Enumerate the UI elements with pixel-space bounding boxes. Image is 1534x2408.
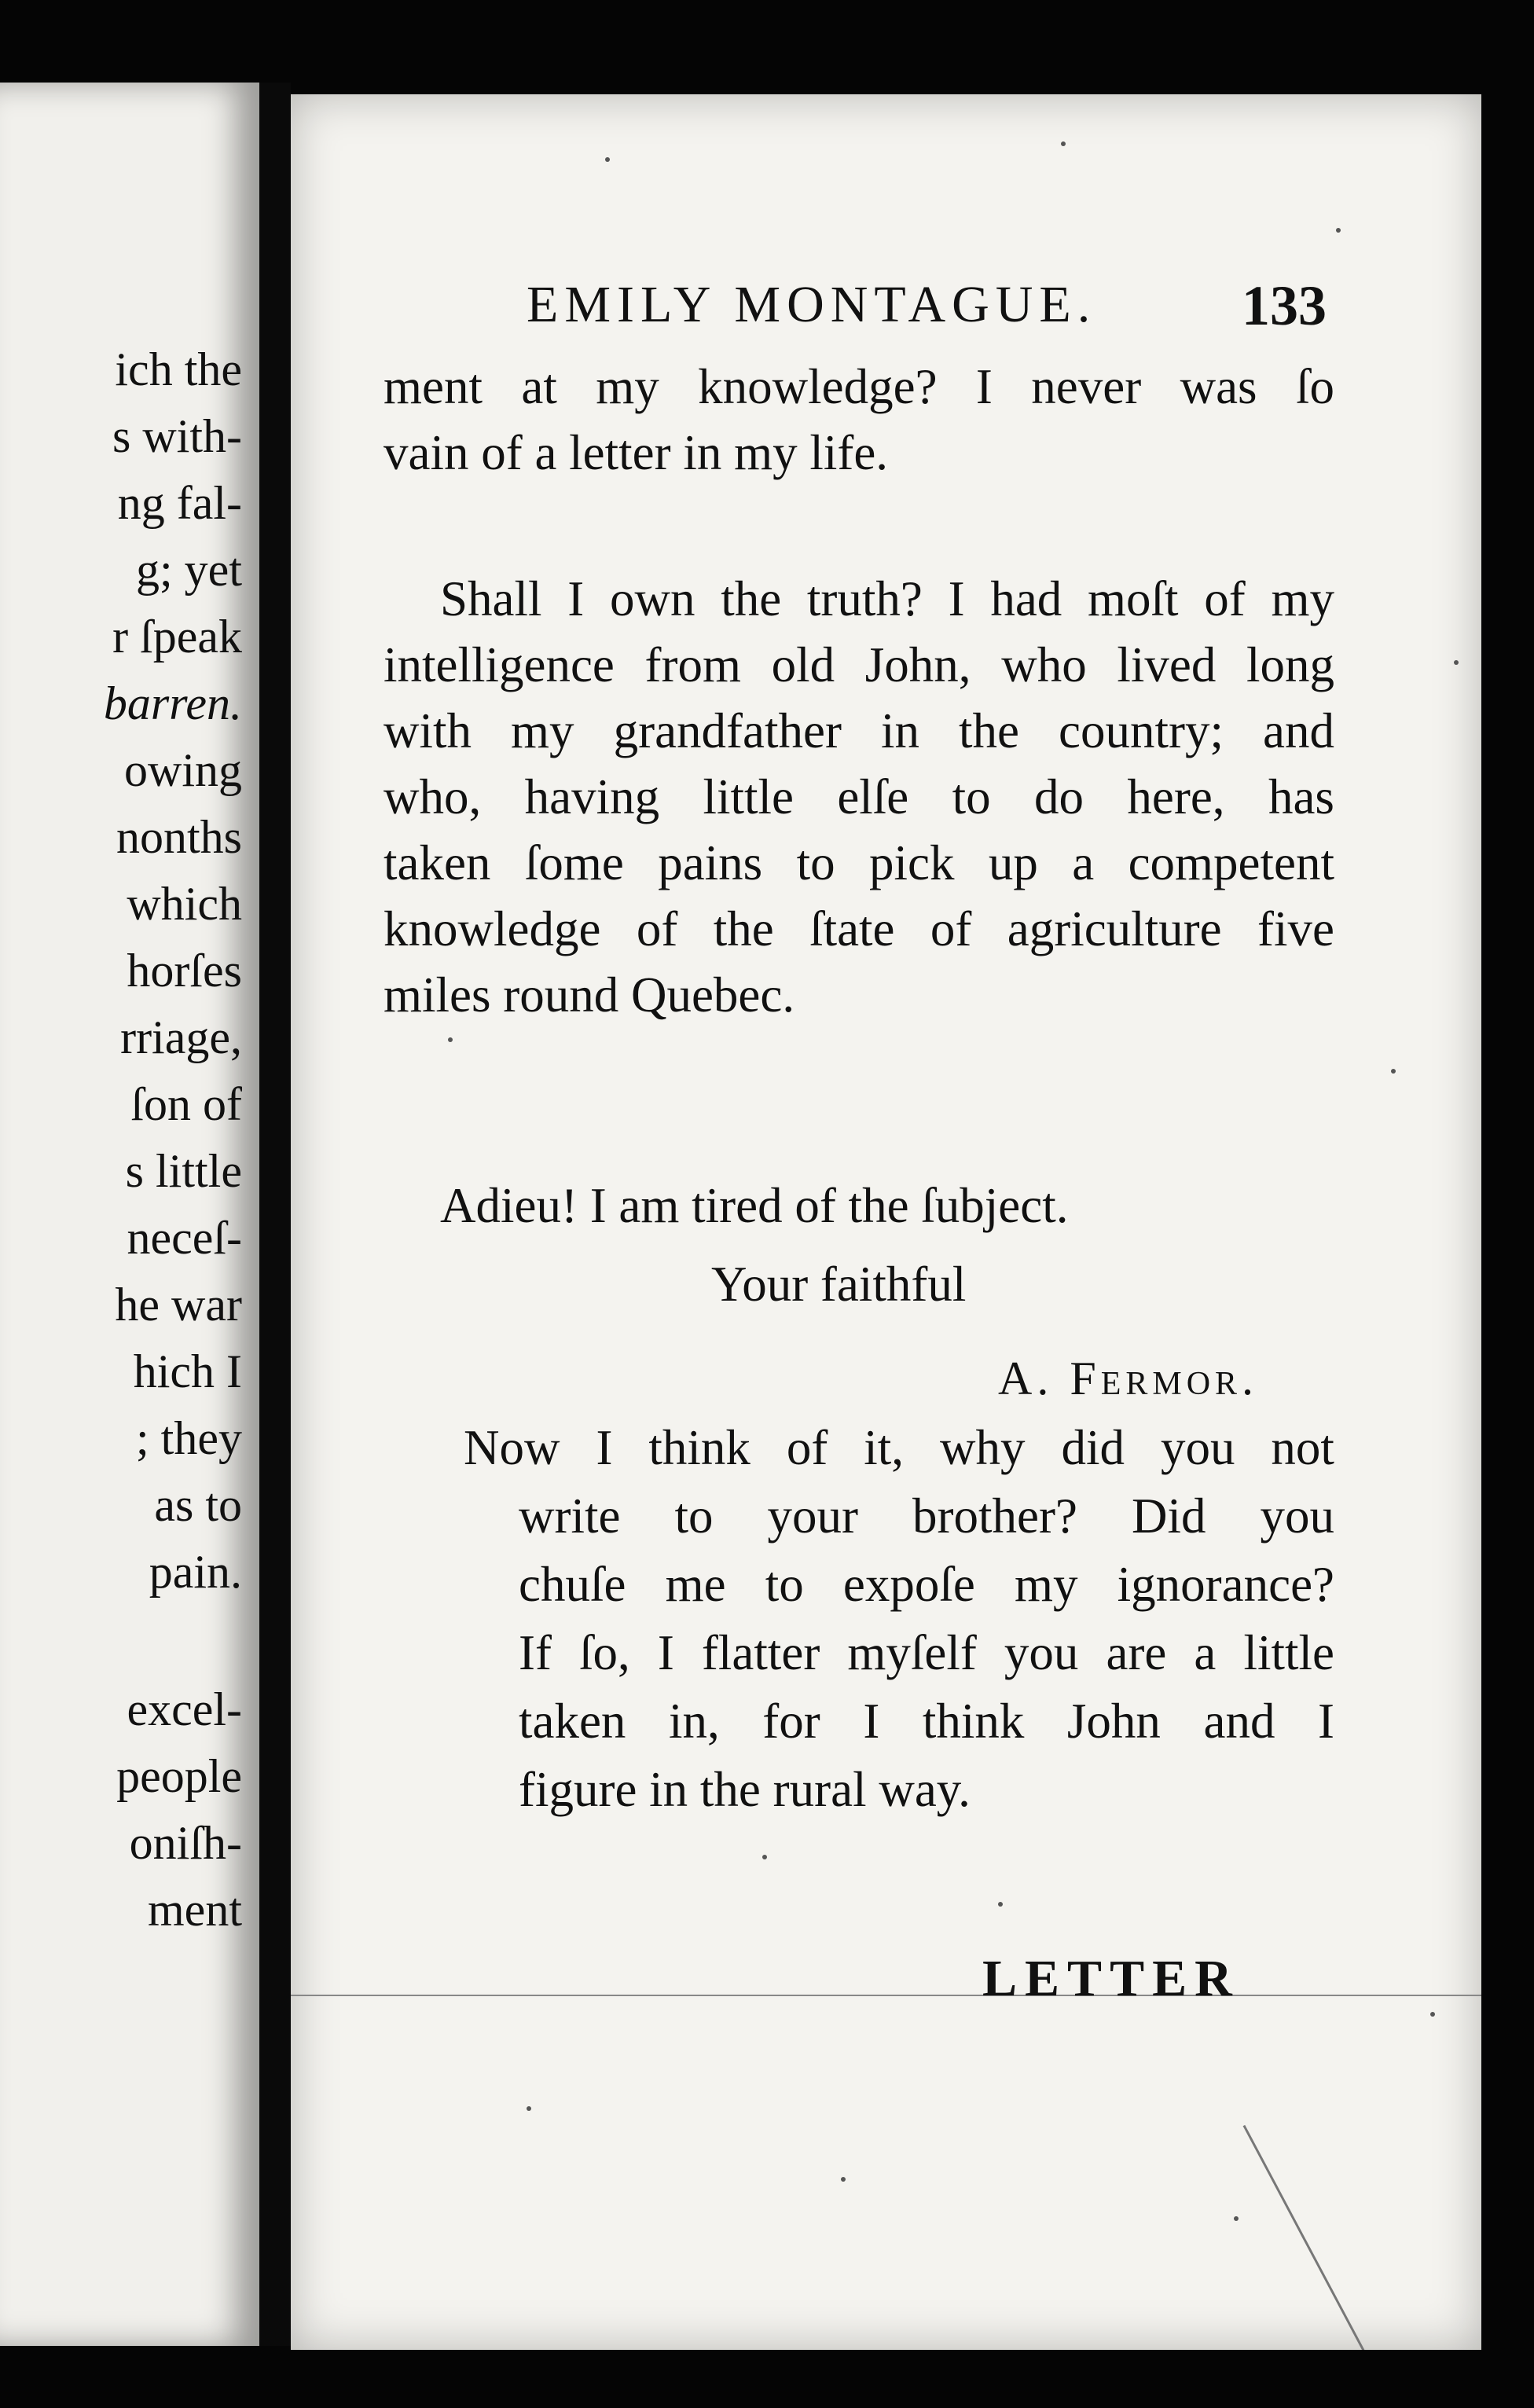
running-head: EMILY MONTAGUE.: [527, 276, 1097, 333]
paper-speck: [1061, 141, 1066, 146]
scratch-mark: [1243, 2125, 1400, 2350]
left-page-line: barren.: [103, 677, 242, 729]
left-page-line: which: [127, 878, 242, 930]
text-line: knowledge of the ſtate of agriculture five: [384, 901, 1334, 956]
text-line: Now I think of it, why did you not: [464, 1420, 1334, 1475]
page-number: 133: [1242, 274, 1327, 337]
paper-speck: [1454, 660, 1459, 665]
left-page-line: hich I: [133, 1345, 242, 1397]
text-line: intelligence from old John, who lived long: [384, 637, 1334, 692]
left-page-line: ich the: [115, 343, 242, 395]
left-page-line: neceſ-: [127, 1212, 242, 1264]
left-page-line: pain.: [149, 1546, 242, 1598]
text-line: taken ſome pains to pick up a competent: [384, 835, 1334, 890]
left-page-line: horſes: [127, 945, 242, 997]
signature: A. Fermor.: [998, 1353, 1259, 1404]
paper-speck: [1234, 2216, 1239, 2221]
paper-speck: [1430, 2012, 1435, 2017]
left-page-line: ſon of: [130, 1078, 242, 1130]
left-page-line: owing: [124, 744, 242, 796]
left-page: [0, 83, 259, 2346]
paper-speck: [1336, 228, 1341, 233]
paper-speck: [762, 1855, 767, 1859]
left-page-line: ; they: [136, 1412, 242, 1464]
left-page-line: nonths: [116, 811, 242, 863]
text-line: who, having little elſe to do here, has: [384, 769, 1334, 824]
catchword: LETTER: [982, 1950, 1240, 2007]
left-page-line: g; yet: [136, 544, 242, 596]
paper-speck: [841, 2177, 846, 2182]
valediction: Your faithful: [711, 1257, 967, 1312]
text-line: chuſe me to expoſe my ignorance?: [519, 1557, 1334, 1612]
closing-line: Adieu! I am tired of the ſubject.: [440, 1178, 1069, 1233]
paper-speck: [527, 2106, 531, 2111]
text-line: miles round Quebec.: [384, 967, 795, 1022]
text-line: figure in the rural way.: [519, 1762, 971, 1817]
paper-speck: [448, 1037, 453, 1042]
left-page-line: ng fal-: [117, 477, 242, 529]
left-page-line: he war: [115, 1279, 242, 1331]
left-page-line: r ſpeak: [112, 611, 242, 663]
text-line: ment at my knowledge? I never was ſo: [384, 359, 1334, 414]
left-page-line: s with-: [112, 410, 242, 462]
left-page-line: oniſh-: [129, 1817, 242, 1869]
left-page-line: excel-: [127, 1683, 242, 1735]
text-line: taken in, for I think John and I: [519, 1694, 1334, 1749]
text-line: vain of a letter in my life.: [384, 425, 889, 480]
text-line: If ſo, I flatter myſelf you are a little: [519, 1625, 1334, 1680]
left-page-line: rriage,: [120, 1011, 242, 1063]
page-fold-line: [291, 1995, 1481, 1996]
paper-speck: [998, 1902, 1003, 1907]
paper-speck: [605, 157, 610, 162]
paper-speck: [1391, 1069, 1396, 1074]
text-line: write to your brother? Did you: [519, 1488, 1334, 1544]
left-page-line: as to: [154, 1479, 242, 1531]
book-gutter: [259, 83, 291, 2346]
text-line: Shall I own the truth? I had moſt of my: [440, 571, 1334, 626]
right-page: [291, 94, 1481, 2350]
left-page-line: s little: [125, 1145, 242, 1197]
left-page-line: ment: [148, 1884, 242, 1936]
text-line: with my grandfather in the country; and: [384, 703, 1334, 758]
left-page-line: people: [116, 1750, 242, 1802]
